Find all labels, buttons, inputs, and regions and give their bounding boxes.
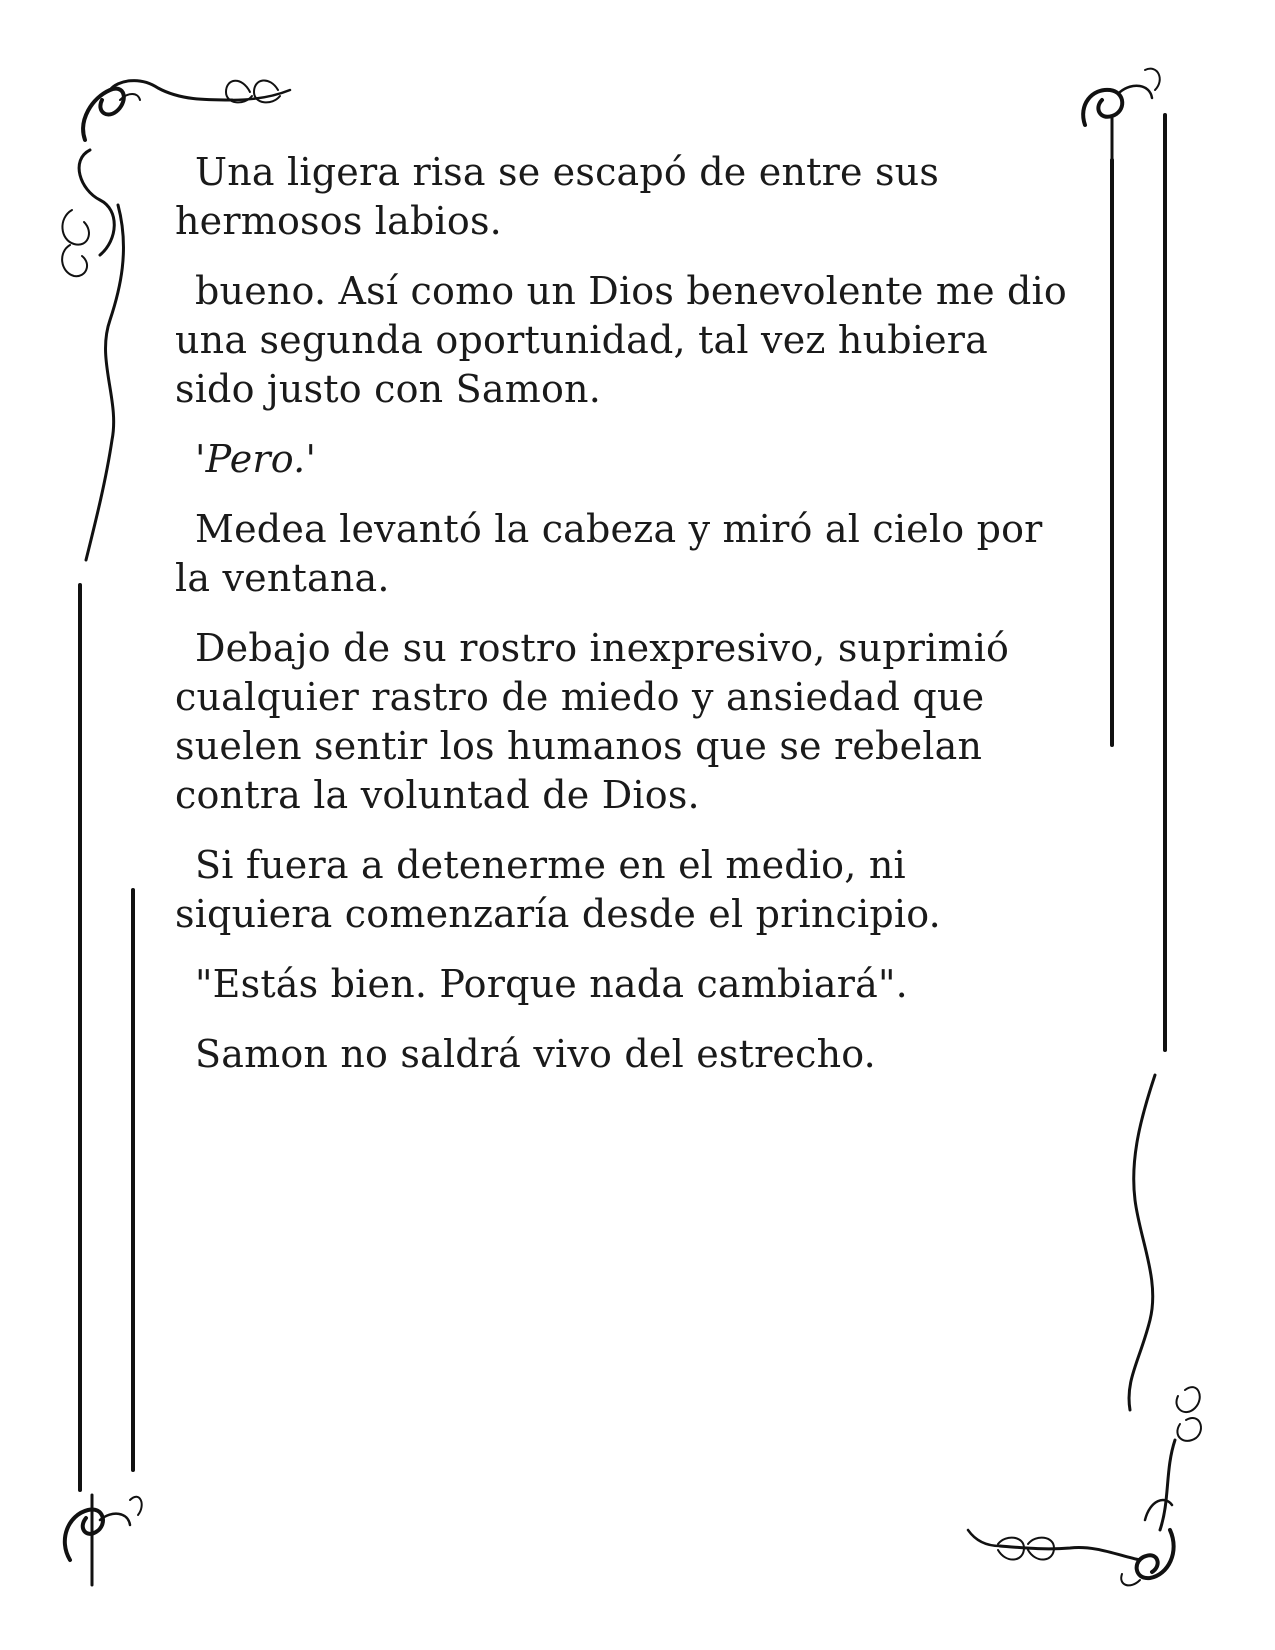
paragraph-italic: 'Pero.' bbox=[195, 437, 317, 481]
bottom-right-flourish-icon bbox=[968, 1075, 1201, 1585]
paragraph: Si fuera a detenerme en el medio, ni siquiera comenzaría desde el principio. bbox=[175, 843, 941, 936]
paragraph: Una ligera risa se escapó de entre sus hermosos labios. bbox=[175, 150, 940, 243]
top-right-flourish-icon bbox=[1083, 69, 1160, 160]
paragraph: bueno. Así como un Dios benevolente me dio una segunda oportunidad, tal vez hubiera sido justo con Samon. bbox=[175, 269, 1067, 411]
bottom-left-flourish-icon bbox=[65, 1495, 142, 1585]
paragraph: Debajo de su rostro inexpresivo, suprimió cualquier rastro de miedo y ansiedad que suelen sentir los humanos que se rebelan contra la voluntad de Dios. bbox=[175, 626, 1010, 817]
paragraph-dialogue: "Estás bien. Porque nada cambiará". bbox=[195, 962, 908, 1006]
page-body bbox=[175, 148, 1075, 1100]
paragraph: Samon no saldrá vivo del estrecho. bbox=[195, 1032, 876, 1076]
paragraph: Medea levantó la cabeza y miró al cielo por la ventana. bbox=[175, 507, 1043, 600]
